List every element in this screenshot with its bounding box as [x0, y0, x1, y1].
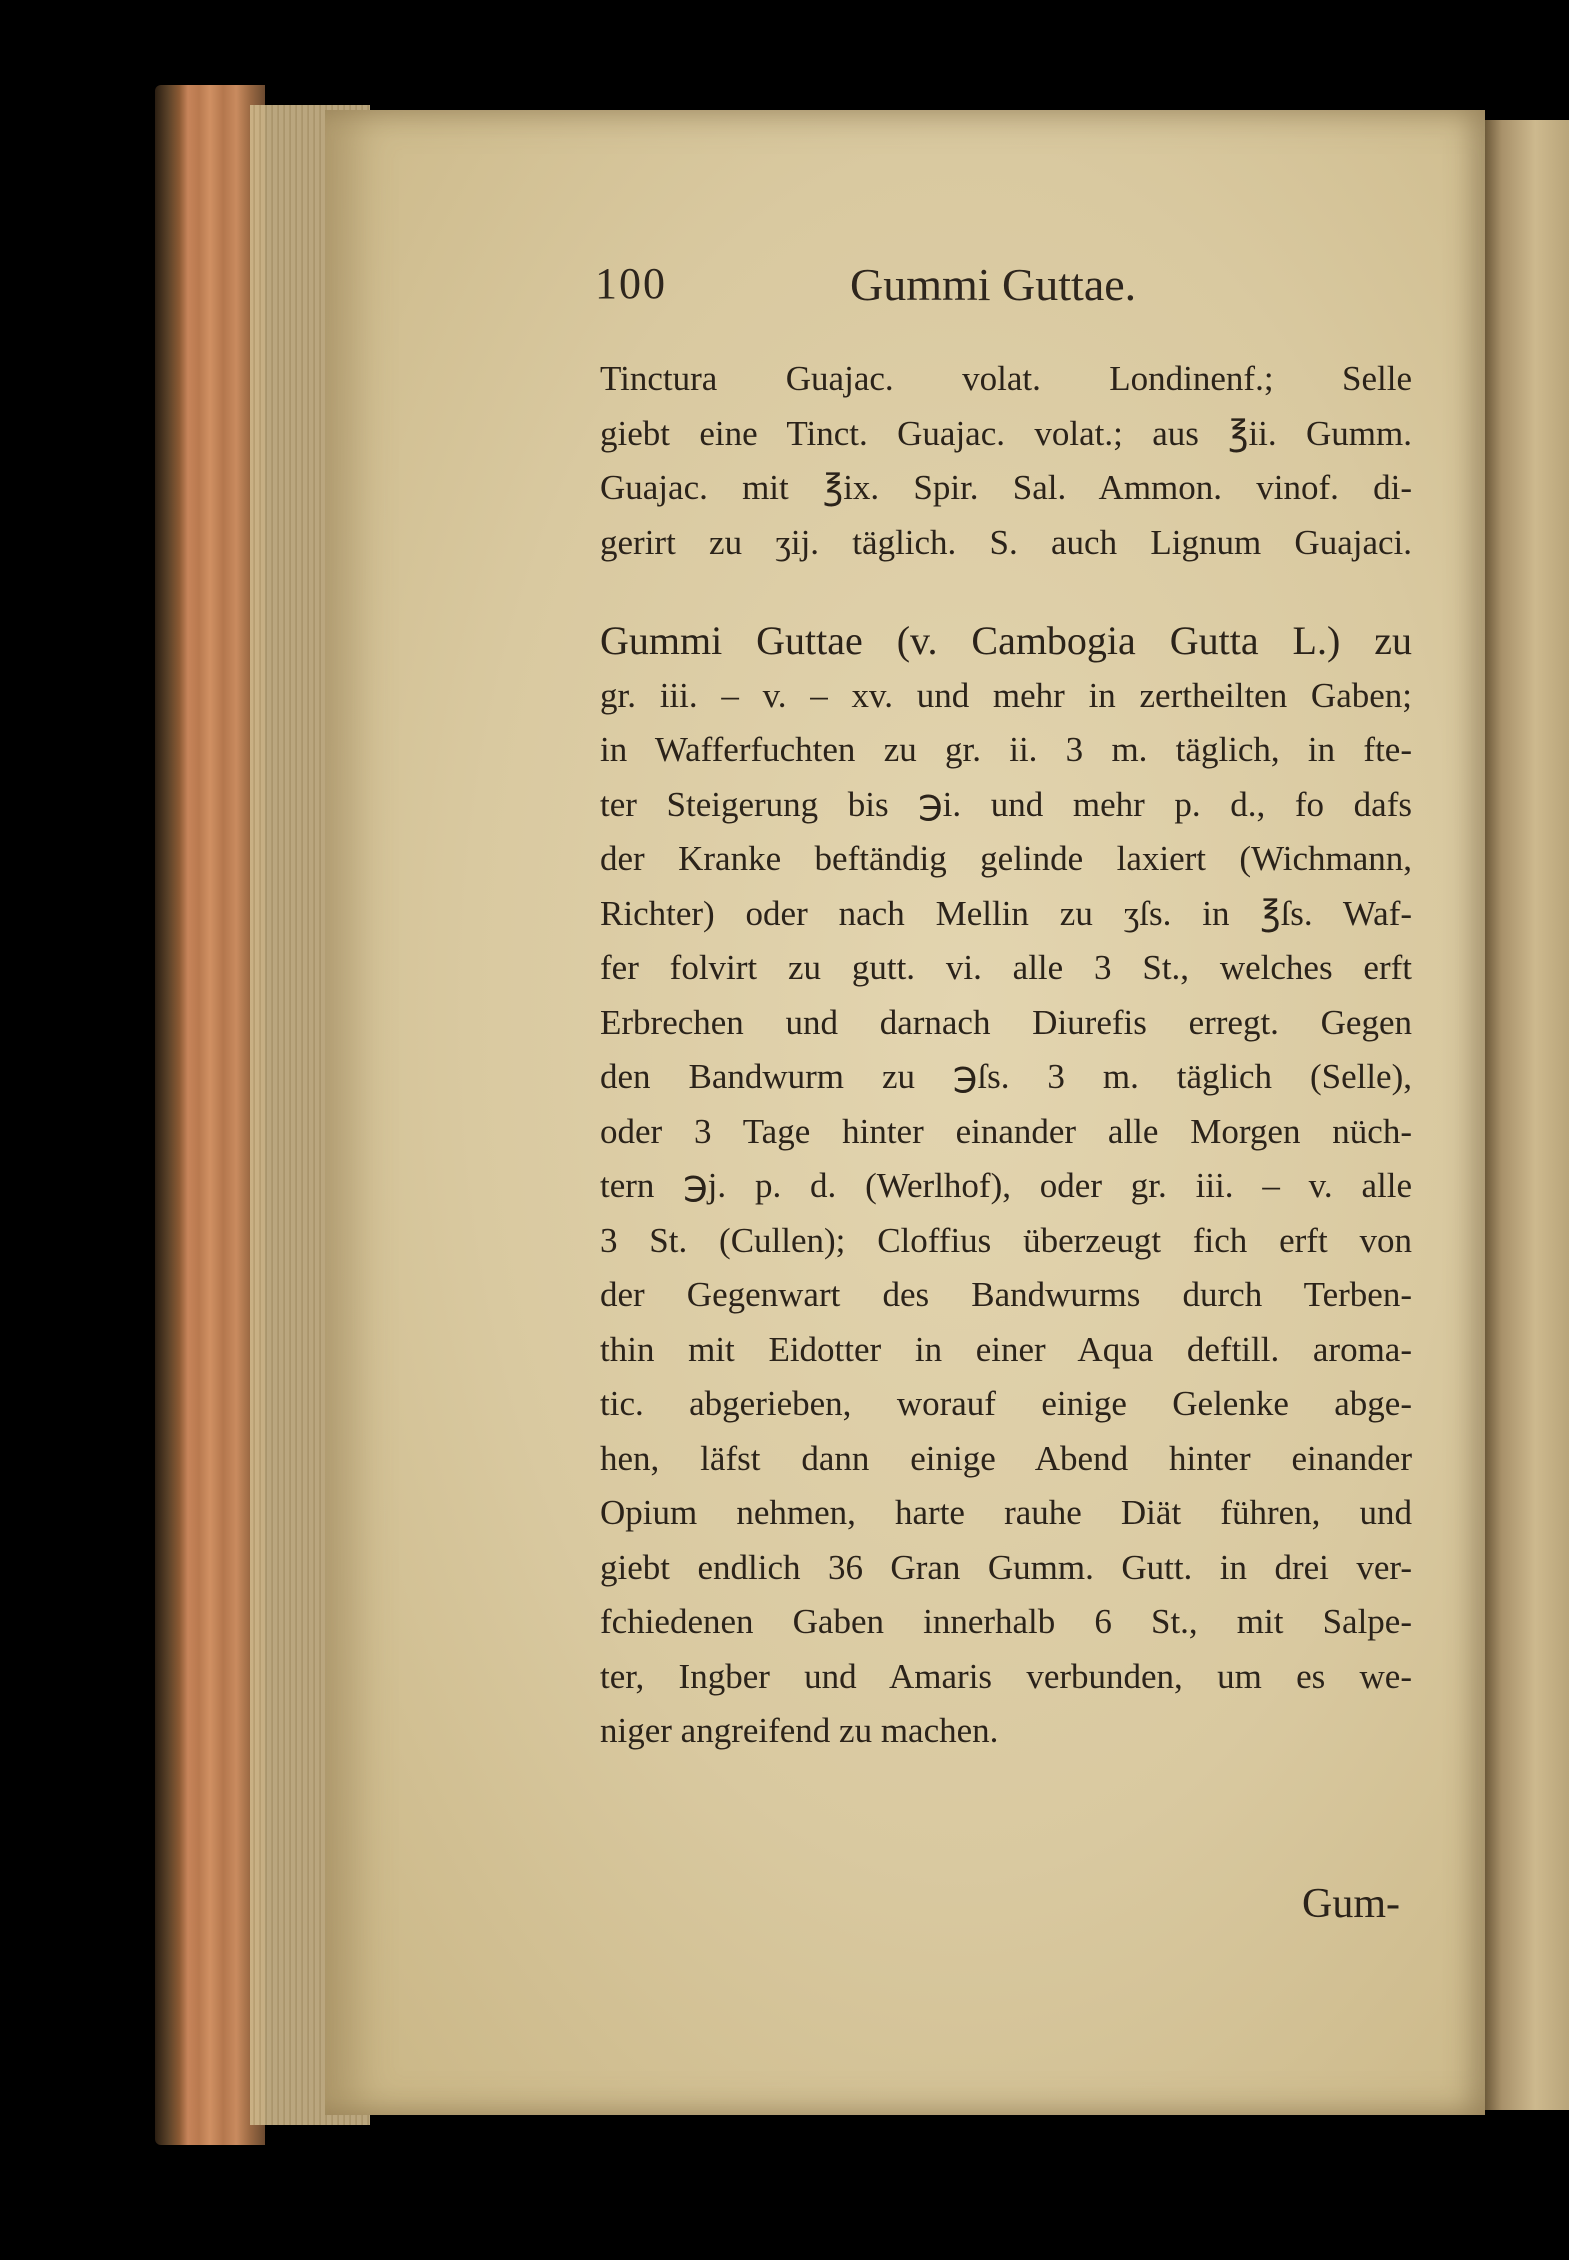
text-line: giebt eine Tinct. Guajac. volat.; aus ℥ii. Gumm. — [600, 413, 1412, 453]
text-line: Erbrechen und darnach Diurefis erregt. Gegen — [600, 1002, 1412, 1042]
facing-page-edge — [1485, 120, 1569, 2110]
paragraph-gummi-guttae — [600, 614, 1412, 1759]
text-line: giebt endlich 36 Gran Gumm. Gutt. in drei ver- — [600, 1547, 1412, 1587]
running-head — [595, 258, 1475, 328]
text-line: in Wafferfuchten zu gr. ii. 3 m. täglich, in fte- — [600, 730, 1412, 769]
text-line: Opium nehmen, harte rauhe Diät führen, und — [600, 1493, 1412, 1532]
text-line: hen, läfst dann einige Abend hinter einander — [600, 1438, 1412, 1478]
page-number: 100 — [595, 259, 667, 308]
text-line: tic. abgerieben, worauf einige Gelenke abge- — [600, 1384, 1412, 1423]
text-line: 3 St. (Cullen); Cloffius überzeugt fich erft von — [600, 1220, 1412, 1260]
running-title: Gummi Guttae. — [850, 259, 1137, 310]
text-line: oder 3 Tage hinter einander alle Morgen nüch- — [600, 1111, 1412, 1151]
text-line: tern ℈j. p. d. (Werlhof), oder gr. iii. – v. alle — [600, 1166, 1412, 1205]
text-line: fer folvirt zu gutt. vi. alle 3 St., welches erft — [600, 948, 1412, 987]
text-line-last: niger angreifend zu machen. — [600, 1711, 999, 1750]
text-line: fchiedenen Gaben innerhalb 6 St., mit Salpe- — [600, 1602, 1412, 1641]
text-line: Tinctura Guajac. volat. Londinenf.; Selle — [600, 359, 1412, 398]
catchword: Gum- — [1302, 1881, 1400, 1927]
page-body — [600, 352, 1412, 1759]
entry-heading-line: Gummi Guttae (v. Cambogia Gutta L.) zu — [600, 618, 1412, 663]
text-line: thin mit Eidotter in einer Aqua deftill. aroma- — [600, 1329, 1412, 1369]
text-line: den Bandwurm zu ℈ſs. 3 m. täglich (Selle), — [600, 1057, 1412, 1096]
text-line: gerirt zu ʒij. täglich. S. auch Lignum Guajaci. — [600, 522, 1412, 562]
text-line: ter Steigerung bis ℈i. und mehr p. d., fo dafs — [600, 784, 1412, 824]
text-line: gr. iii. – v. – xv. und mehr in zertheilten Gaben; — [600, 675, 1412, 715]
text-line: Guajac. mit ℥ix. Spir. Sal. Ammon. vinof. di- — [600, 468, 1412, 507]
text-line: Richter) oder nach Mellin zu ʒſs. in ℥ſs. Waf- — [600, 893, 1412, 933]
text-line: ter, Ingber und Amaris verbunden, um es we- — [600, 1656, 1412, 1696]
paragraph-tinctura — [600, 352, 1412, 570]
text-line: der Kranke beftändig gelinde laxiert (Wichmann, — [600, 839, 1412, 878]
text-line: der Gegenwart des Bandwurms durch Terben- — [600, 1275, 1412, 1314]
book-fore-edge — [155, 85, 265, 2145]
